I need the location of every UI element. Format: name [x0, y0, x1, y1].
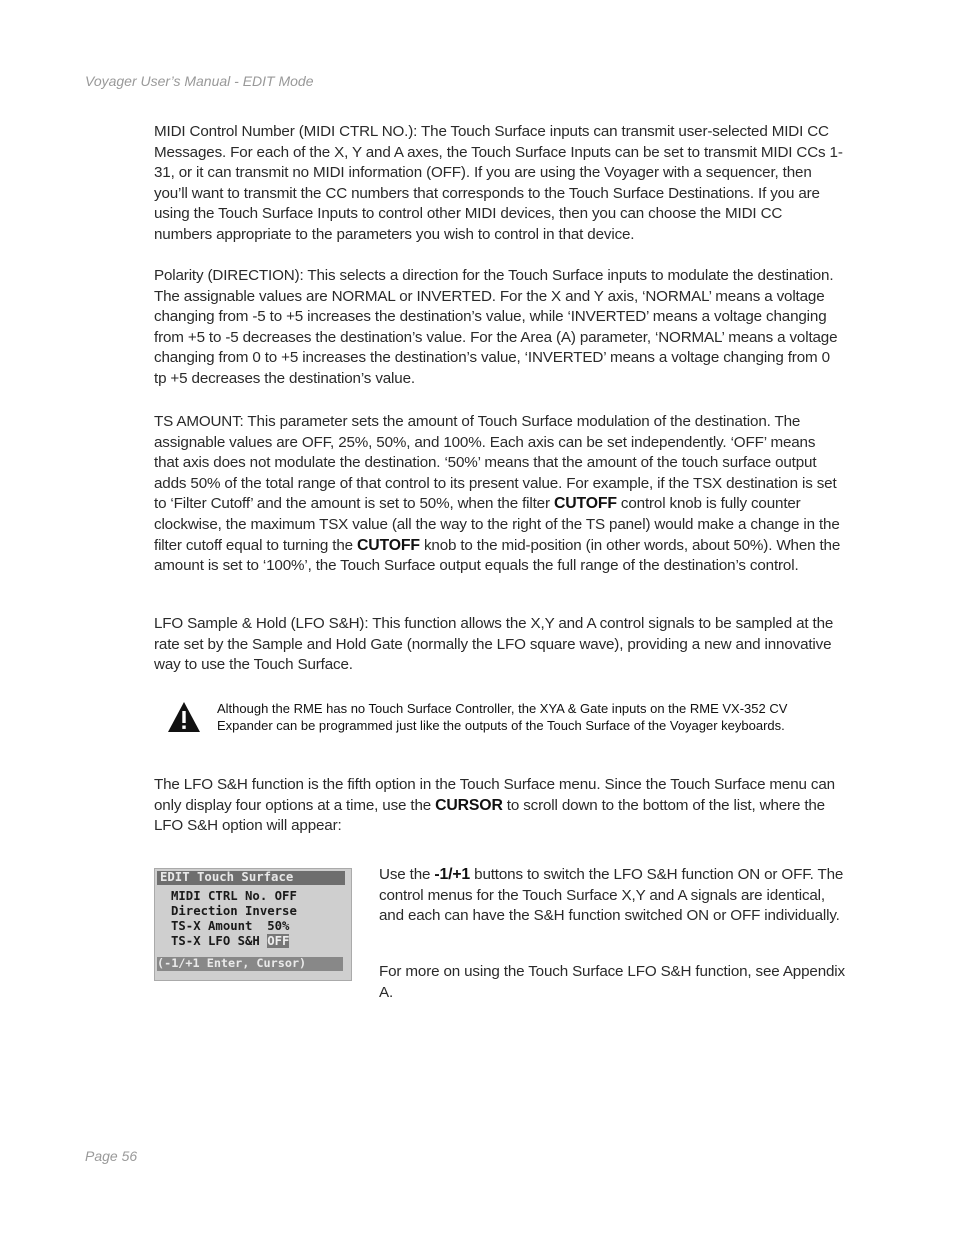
paragraph-text: MIDI Control Number (MIDI CTRL NO.): The Touch Surface inputs can transmit user-selected MIDI CC Messages. For each of the X, Y and A axes, the Touch Surface Inputs can be set to transmit MIDI CCs 1-31, or it can transmit no MIDI information (OFF). If you are using the Voyager with a sequencer, then you’ll want to transmit the CC numbers that corresponds to the Touch Surface Destinations. If you are using the Touch Surface Inputs to control other MIDI devices, then you can choose the MIDI CC numbers appropriate to the parameters you wish to control in that device.	[154, 123, 843, 243]
text-run: TS AMOUNT: This parameter sets the amount of Touch Surface modulation of the destination. The assignable values are OFF, 25%, 50%, and 100%. Each axis can be set independently. ‘OFF’ means that axis does not modulate the destination. ‘50%’ means that the amount of the touch surface output adds 50% of the total range of that control to its present value. For example, if the TSX destination is set to ‘Filter Cutoff’ and the amount is set to 50%, when the filter	[154, 413, 837, 513]
lcd-line-lfo-sh	[171, 934, 369, 949]
warning-triangle-icon	[166, 700, 202, 734]
paragraph-text	[154, 775, 844, 837]
text-run: The LFO S&H function is the fifth option in the Touch Surface menu. Since the Touch Surface menu can only display four options at a time, use the	[154, 776, 835, 814]
paragraph-use-buttons	[379, 865, 847, 927]
paragraph-text: LFO Sample & Hold (LFO S&H): This function allows the X,Y and A control signals to be sampled at the rate set by the Sample and Hold Gate (normally the LFO square wave), providing a new and innovative way to use the Touch Surface.	[154, 615, 834, 674]
keyword-cutoff: CUTOFF	[357, 536, 420, 554]
paragraph-lfo-sample-hold	[154, 614, 844, 676]
paragraph-lfo-sh-menu	[154, 775, 844, 837]
text-run: to scroll down to the bottom of the list, where the LFO S&H option will appear:	[154, 796, 825, 835]
paragraph-midi-control-number	[154, 122, 844, 246]
paragraph-text: Polarity (DIRECTION): This selects a direction for the Touch Surface inputs to modulate the destination. The assignable values are NORMAL or INVERTED. For the X and Y axis, ‘NORMAL’ means a voltage changing from -5 to +5 increases the destination’s value, while ‘INVERTED’ means a voltage changing from +5 to -5 decreases the destination’s value. For the Area (A) parameter, ‘NORMAL’ means a voltage changing from 0 to +5 increases the destination’s value, ‘INVERTED’ means a voltage changing from 0 tp +5 decreases the destination’s value.	[154, 267, 838, 387]
warning-note: Although the RME has no Touch Surface Controller, the XYA & Gate inputs on the RME VX-352 CV Expander can be programmed just like the outputs of the Touch Surface of the Voyager keyboards.	[217, 701, 788, 733]
text-run: Use the	[379, 866, 435, 883]
running-header: Voyager User’s Manual - EDIT Mode	[85, 73, 314, 89]
lcd-bottom-hint: (-1/+1 Enter, Cursor)	[157, 956, 307, 970]
lcd-lfo-label: TS-X LFO S&H	[171, 934, 268, 948]
lcd-lfo-value-highlight: OFF	[267, 934, 290, 948]
text-run: buttons to switch the LFO S&H function ON or OFF. The control menus for the Touch Surface X,Y and A signals are identical, and each can have the S&H function switched ON or OFF individually.	[379, 866, 844, 925]
paragraph-polarity	[154, 266, 844, 390]
paragraph-ts-amount	[154, 412, 844, 577]
keyword-cutoff: CUTOFF	[553, 495, 617, 513]
text-run: knob to the mid-position (in other words, about 50%). When the amount is set to ‘100%’, the Touch Surface output equals the full range of the destination’s control.	[154, 536, 841, 575]
paragraph-appendix-reference	[379, 962, 847, 1003]
keyword-plus-minus: -1/+1	[434, 866, 471, 883]
paragraph-text: For more on using the Touch Surface LFO S&H function, see Appendix A.	[379, 963, 845, 1001]
lcd-display-screenshot	[154, 868, 352, 981]
paragraph-text	[154, 412, 844, 577]
lcd-line-direction: Direction Inverse	[171, 904, 297, 918]
paragraph-text	[379, 865, 847, 927]
text-run: control knob is fully counter clockwise, the maximum TSX value (all the way to the right of the TS panel) would make a change in the filter cutoff equal to turning the	[154, 495, 840, 554]
keyword-cursor: CURSOR	[435, 796, 503, 814]
page-number: Page 56	[85, 1148, 138, 1164]
lcd-line-midi-ctrl: MIDI CTRL No. OFF	[171, 889, 297, 903]
lcd-title: EDIT Touch Surface	[160, 870, 294, 884]
lcd-line-ts-amount: TS-X Amount 50%	[171, 919, 290, 933]
